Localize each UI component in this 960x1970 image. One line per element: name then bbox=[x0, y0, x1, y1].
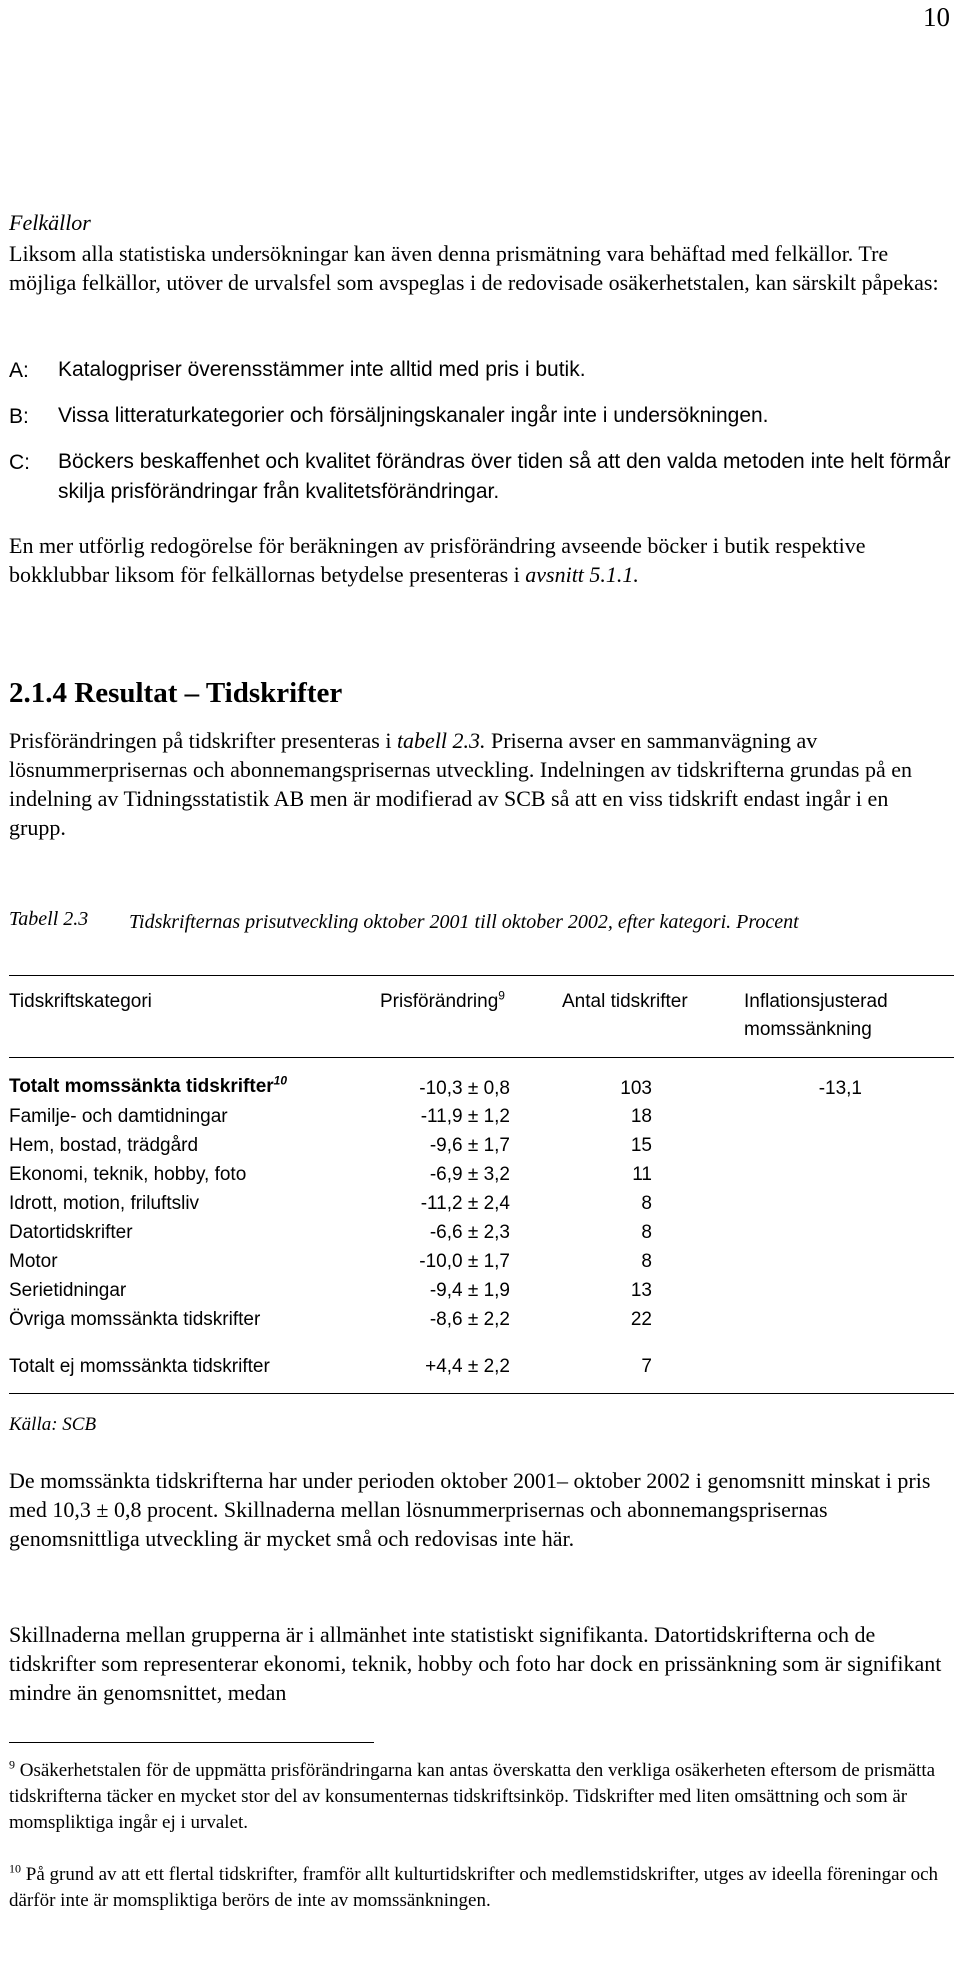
row-5-change: -10,0 ± 1,7 bbox=[419, 1251, 510, 1272]
table-total-row bbox=[9, 1073, 288, 1098]
row-6-count: 13 bbox=[630, 1280, 652, 1301]
col-header-change bbox=[380, 988, 505, 1016]
row-6-category: Serietidningar bbox=[9, 1280, 127, 1301]
row-6-change: -9,4 ± 1,9 bbox=[429, 1280, 510, 1301]
row-4-change: -6,6 ± 2,3 bbox=[429, 1222, 510, 1243]
col-header-change-text: Prisförändring bbox=[380, 991, 499, 1012]
footnote-rule bbox=[9, 1742, 374, 1743]
section-p1-pre: Prisförändringen på tidskrifter presenteras i bbox=[9, 728, 397, 753]
row-7-count: 22 bbox=[630, 1309, 652, 1330]
row-2-category: Ekonomi, teknik, hobby, foto bbox=[9, 1164, 247, 1185]
page-number: 10 bbox=[923, 2, 950, 32]
footnote-9 bbox=[9, 1758, 954, 1836]
row-4-category: Datortidskrifter bbox=[9, 1222, 133, 1243]
total-ej-category: Totalt ej momssänkta tidskrifter bbox=[9, 1356, 270, 1377]
col-header-inflation: Inflationsjusterad momssänkning bbox=[744, 991, 888, 1040]
footnote-10-number: 10 bbox=[9, 1861, 21, 1876]
row-1-change: -9,6 ± 1,7 bbox=[429, 1135, 510, 1156]
row-1-category: Hem, bostad, trädgård bbox=[9, 1135, 199, 1156]
row-1-count: 15 bbox=[630, 1135, 652, 1156]
result-paragraph-1: De momssänkta tidskrifterna har under perioden oktober 2001– oktober 2002 i genomsnitt minskat i pris med 10,3 ± 0,8 procent. Skillnaderna mellan lösnummerprisernas och abonnemangsprisernas genomsnittliga utveckling är mycket små och redovisas inte här. bbox=[9, 1468, 931, 1551]
total-change: -10,3 ± 0,8 bbox=[419, 1078, 510, 1099]
felkallor-more bbox=[9, 531, 949, 589]
item-c-label: C: bbox=[9, 451, 30, 474]
row-3-change: -11,2 ± 2,4 bbox=[420, 1193, 510, 1214]
section-ref-link: avsnitt 5.1.1. bbox=[525, 562, 639, 587]
row-0-category: Familje- och damtidningar bbox=[9, 1106, 228, 1127]
row-7-change: -8,6 ± 2,2 bbox=[429, 1309, 510, 1330]
row-3-count: 8 bbox=[641, 1193, 652, 1214]
total-inflation: -13,1 bbox=[818, 1078, 862, 1099]
total-count: 103 bbox=[620, 1078, 652, 1099]
section-heading: 2.1.4 Resultat – Tidskrifter bbox=[9, 677, 343, 709]
total-ej-count: 7 bbox=[641, 1356, 652, 1377]
felkallor-intro: Liksom alla statistiska undersökningar kan även denna prismätning vara behäftad med felkällor. Tre möjliga felkällor, utöver de urvalsfel som avspeglas i de redovisade osäkerhetstalen, kan särskilt påpekas: bbox=[9, 241, 939, 295]
table-header-rule bbox=[9, 1057, 954, 1058]
item-c-text: Böckers beskaffenhet och kvalitet förändras över tiden så att den valda metoden inte helt förmår skilja prisförändringar från kvalitetsförändringar. bbox=[58, 450, 951, 503]
footnote-ref-9: 9 bbox=[498, 988, 505, 1003]
row-5-category: Motor bbox=[9, 1251, 58, 1272]
footnote-ref-10: 10 bbox=[273, 1073, 288, 1088]
col-header-category: Tidskriftskategori bbox=[9, 991, 152, 1012]
row-3-category: Idrott, motion, friluftsliv bbox=[9, 1193, 200, 1214]
footnote-10-text: På grund av att ett flertal tidskrifter, framför allt kulturtidskrifter och medlemstidskrifter, utges av ideella föreningar och därför inte är momspliktiga berörs de inte av momssänkningen. bbox=[9, 1864, 939, 1911]
table-bottom-rule bbox=[9, 1393, 954, 1394]
row-0-count: 18 bbox=[630, 1106, 652, 1127]
item-a-label: A: bbox=[9, 359, 29, 382]
table-top-rule bbox=[9, 975, 954, 976]
section-paragraph bbox=[9, 726, 949, 842]
col-header-count: Antal tidskrifter bbox=[562, 991, 688, 1012]
item-a-text: Katalogpriser överensstämmer inte alltid med pris i butik. bbox=[58, 358, 586, 381]
row-7-category: Övriga momssänkta tidskrifter bbox=[9, 1309, 261, 1330]
item-b-label: B: bbox=[9, 405, 29, 428]
table-label: Tabell 2.3 bbox=[9, 908, 89, 930]
footnote-9-text: Osäkerhetstalen för de uppmätta prisförändringarna kan antas överskatta den verkliga osäkerheten eftersom de prismätta tidskrifterna täcker en mycket stor del av konsumenternas tidskriftsinköp. Tidskrifter med liten omsättning och som är momspliktiga ingår ej i urvalet. bbox=[9, 1760, 936, 1833]
result-paragraph-2: Skillnaderna mellan grupperna är i allmänhet inte statistiskt signifikanta. Datortidskrifterna och de tidskrifter som representerar ekonomi, teknik, hobby och foto har dock en prissänkning som är signifikant mindre än genomsnittet, medan bbox=[9, 1622, 942, 1705]
total-category: Totalt momssänkta tidskrifter bbox=[9, 1076, 274, 1097]
felkallor-more-text: En mer utförlig redogörelse för beräkningen av prisförändring avseende böcker i butik respektive bokklubbar liksom för felkällornas betydelse presenteras i bbox=[9, 533, 866, 587]
table-caption: Tidskrifternas prisutveckling oktober 2001 till oktober 2002, efter kategori. Procent bbox=[129, 911, 799, 933]
row-2-count: 11 bbox=[632, 1164, 652, 1185]
item-b-text: Vissa litteraturkategorier och försäljningskanaler ingår inte i undersökningen. bbox=[58, 404, 769, 427]
row-2-change: -6,9 ± 3,2 bbox=[429, 1164, 510, 1185]
row-4-count: 8 bbox=[641, 1222, 652, 1243]
footnote-10 bbox=[9, 1862, 954, 1914]
section-p1-post: Priserna avser en sammanvägning av lösnummerprisernas och abonnemangsprisernas utveckling. Indelningen av tidskrifterna grundas på en indelning av Tidningsstatistik AB men är modifierad av SCB så att en viss tidskrift endast ingår i en grupp. bbox=[9, 728, 912, 840]
row-0-change: -11,9 ± 1,2 bbox=[420, 1106, 510, 1127]
footnote-9-number: 9 bbox=[9, 1757, 15, 1772]
row-5-count: 8 bbox=[641, 1251, 652, 1272]
table-ref: tabell 2.3. bbox=[396, 728, 486, 753]
total-ej-change: +4,4 ± 2,2 bbox=[425, 1356, 510, 1377]
table-source: Källa: SCB bbox=[9, 1414, 97, 1435]
felkallor-heading: Felkällor bbox=[9, 210, 91, 235]
